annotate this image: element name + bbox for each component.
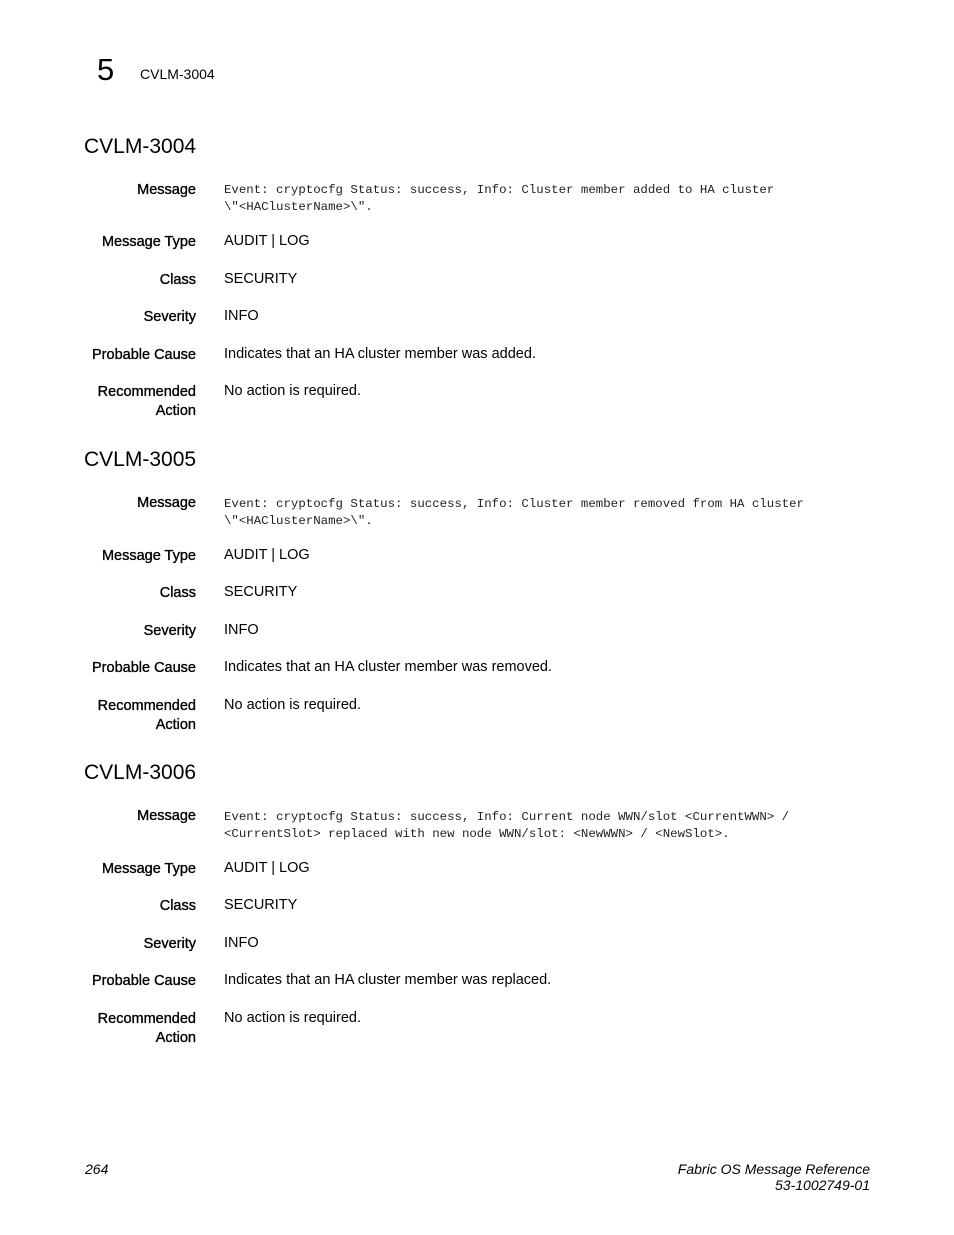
probable-cause-label: Probable Cause [92,660,196,676]
message-title: CVLM-3005 [84,448,197,471]
message-line: Event: cryptocfg Status: success, Info: Cluster member added to HA cluster [224,183,775,197]
class-label: Class [159,272,196,288]
class-value: SECURITY [224,584,298,600]
message-type-value: AUDIT | LOG [224,547,310,563]
message-title: CVLM-3006 [84,761,197,784]
label-line: Recommended [97,1011,196,1027]
message-text [224,496,804,529]
message-line: \"<HAClusterName>\". [224,513,373,528]
label-line: Recommended [97,384,196,400]
message-type-value: AUDIT | LOG [224,233,310,249]
severity-value: INFO [224,622,259,638]
message-type-label: Message Type [101,234,196,250]
class-label: Class [159,585,196,601]
message-type-label: Message Type [101,861,196,877]
message-line: \"<HAClusterName>\". [224,199,373,214]
label-line: Action [155,1030,196,1046]
doc-title: Fabric OS Message Reference [677,1161,870,1177]
recommended-action-value: No action is required. [224,697,362,713]
doc-number: 53-1002749-01 [775,1177,870,1193]
label-line: Action [155,717,196,733]
severity-label: Severity [143,623,196,639]
message-type-label: Message Type [101,548,196,564]
severity-value: INFO [224,935,259,951]
probable-cause-label: Probable Cause [92,347,196,363]
page-number: 264 [85,1161,109,1177]
message-line: <CurrentSlot> replaced with new node WWN/slot: <NewWWN> / <NewSlot>. [224,826,730,841]
severity-label: Severity [143,936,196,952]
probable-cause-value: Indicates that an HA cluster member was added. [224,346,536,362]
class-value: SECURITY [224,897,298,913]
probable-cause-label: Probable Cause [92,973,196,989]
message-line: Event: cryptocfg Status: success, Info: Current node WWN/slot <CurrentWWN> / [224,810,790,824]
recommended-action-label [98,383,196,421]
severity-value: INFO [224,308,259,324]
class-label: Class [159,898,196,914]
message-text [224,182,774,215]
message-label: Message [137,182,196,198]
label-line: Action [155,403,196,419]
recommended-action-label [98,697,196,735]
message-type-value: AUDIT | LOG [224,860,310,876]
message-label: Message [137,495,196,511]
recommended-action-label [98,1010,196,1048]
message-line: Event: cryptocfg Status: success, Info: Cluster member removed from HA cluster [224,497,804,511]
message-label: Message [137,808,196,824]
severity-label: Severity [143,309,196,325]
label-line: Recommended [97,698,196,714]
probable-cause-value: Indicates that an HA cluster member was replaced. [224,972,552,988]
message-title: CVLM-3004 [84,135,197,158]
class-value: SECURITY [224,271,298,287]
recommended-action-value: No action is required. [224,1010,362,1026]
running-head: CVLM-3004 [140,66,215,82]
probable-cause-value: Indicates that an HA cluster member was removed. [224,659,553,675]
chapter-number: 5 [97,52,115,87]
message-text [224,809,789,842]
doc-info [678,1161,870,1193]
recommended-action-value: No action is required. [224,383,362,399]
